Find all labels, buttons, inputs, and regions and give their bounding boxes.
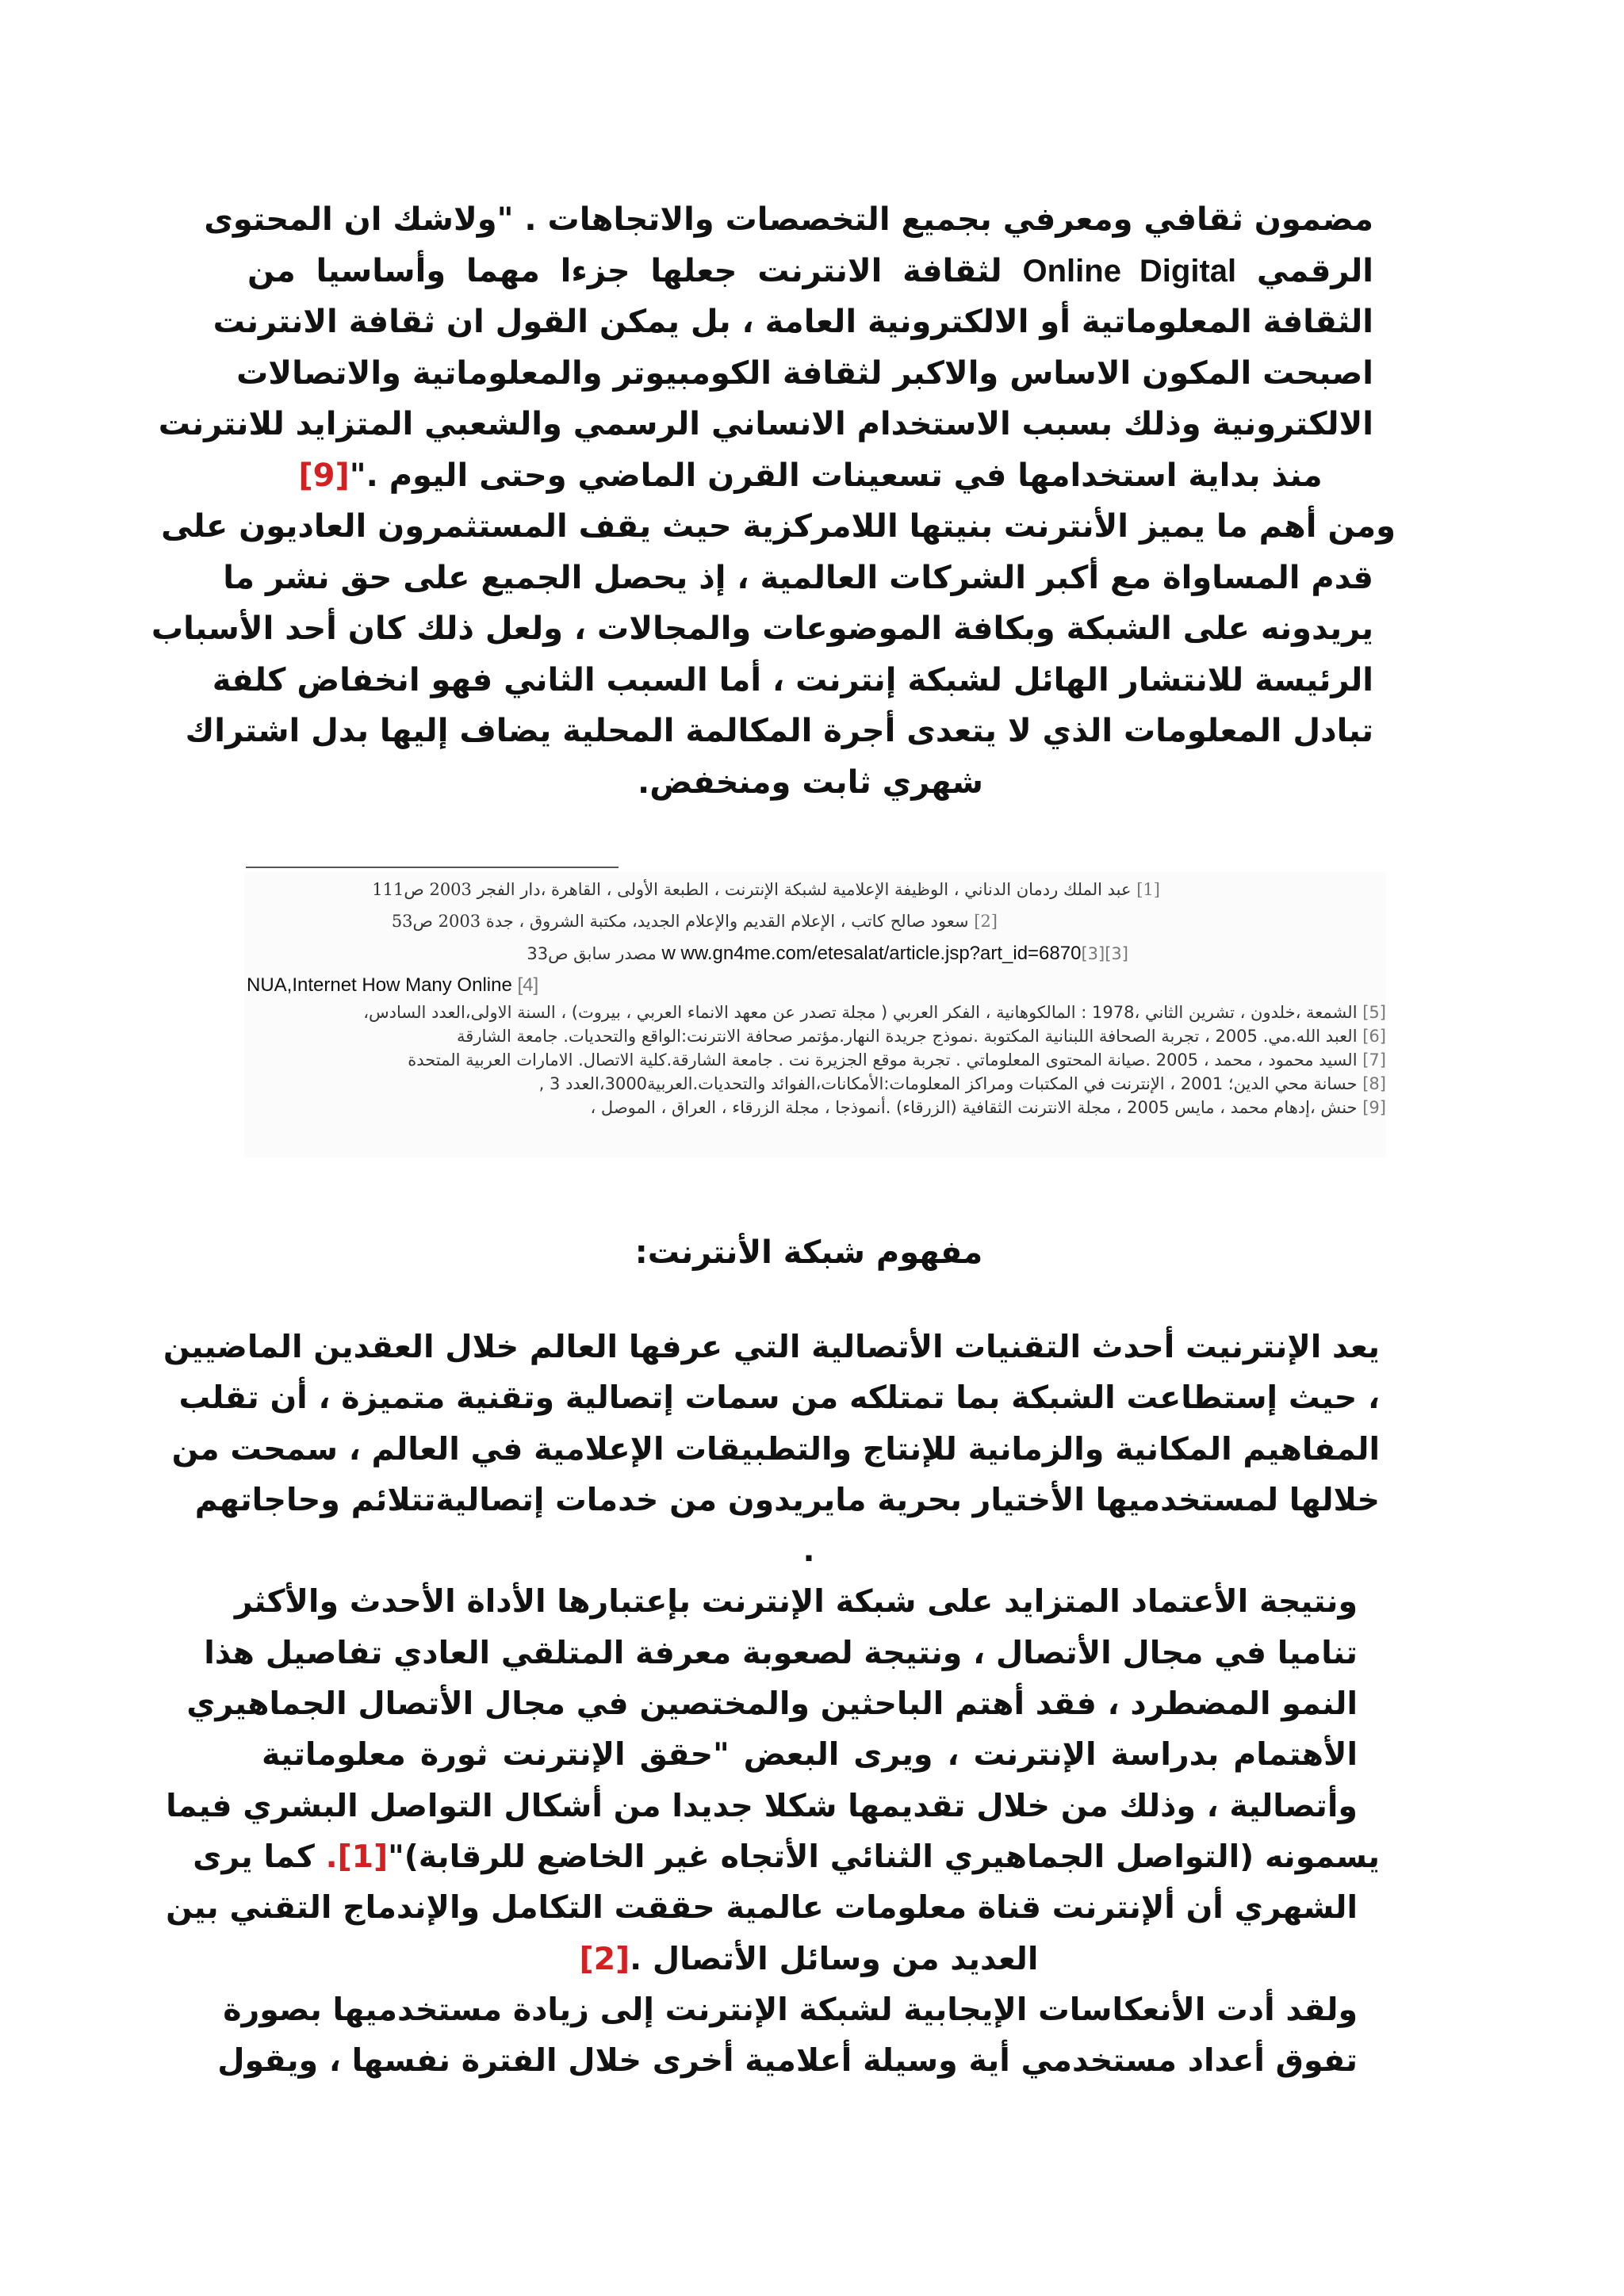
text-line: مضمون ثقافي ومعرفي بجميع التخصصات والاتجاهات . "ولاشك ان المحتوى [204, 201, 1373, 238]
text-line: الالكترونية وذلك بسبب الاستخدام الانساني الرسمي والشعبي المتزايد للانترنت [158, 406, 1373, 442]
footnote-number[interactable]: [4] [517, 974, 539, 996]
text-line: تفوق أعداد مستخدمي أية وسيلة أعلامية أخرى خلال الفترة نفسها ، ويقول [217, 2042, 1358, 2080]
text-line: منذ بداية استخدامها في تسعينات القرن الماضي وحتى اليوم ."[9] [298, 457, 1323, 494]
text-line: قدم المساواة مع أكبر الشركات العالمية ، إذ يحصل الجميع على حق نشر ما [223, 559, 1373, 596]
text-line: . [802, 1533, 815, 1570]
footnote: NUA,Internet How Many Online [4] [247, 974, 539, 996]
reference-link[interactable]: [1]. [325, 1838, 389, 1875]
footnote: [9] حنش ،إدهام محمد ، مايس 2005 ، مجلة الانترنت الثقافية (الزرقاء) .أنموذجا ، مجلة الزرقاء ، العراق ، الموصل ، [590, 1098, 1386, 1117]
footnote: [5] الشمعة ،خلدون ، تشرين الثاني ،1978 : المالكوهانية ، الفكر العربي ( مجلة تصدر عن معهد الانماء العربي ، بيروت) ، السنة الاولى،العدد السادس، [363, 1003, 1386, 1022]
text-line: الشهري أن ألإنترنت قناة معلومات عالمية حققت التكامل والإندماج التقني بين [166, 1889, 1358, 1927]
text-line: الرئيسة للانتشار الهائل لشبكة إنترنت ، أما السبب الثاني فهو انخفاض كلفة [212, 661, 1373, 698]
footnote: [1] عبد الملك ردمان الدناني ، الوظيفة الإعلامية لشبكة الإنترنت ، الطبعة الأولى ، القاهرة ،دار الفجر 2003 ص111 [372, 880, 1160, 899]
text-line: الثقافة المعلوماتية أو الالكترونية العامة ، بل يمكن القول ان ثقافة الانترنت [213, 304, 1373, 340]
text-line: يعد الإنترنيت أحدث التقنيات الأتصالية التي عرفها العالم خلال العقدين الماضيين [163, 1329, 1380, 1365]
text-line: المفاهيم المكانية والزمانية للإنتاج والتطبيقات الإعلامية في العالم ، سمحت من [171, 1430, 1380, 1468]
footnote: [6] العبد الله.مي. 2005 ، تجربة الصحافة اللبنانية المكتوبة .نموذج جريدة النهار.مؤتمر صحافة الانترنت:الواقع والتحديات. جامعة الشارقة [457, 1027, 1386, 1046]
text-line: تبادل المعلومات الذي لا يتعدى أجرة المكالمة المحلية يضاف إليها بدل اشتراك [185, 713, 1373, 749]
text-line: ومن أهم ما يميز الأنترنت بنيتها اللامركزية حيث يقف المستثمرون العاديون على [161, 508, 1396, 545]
footnote-separator [246, 867, 619, 868]
text-line: يسمونه (التواصل الجماهيري الثنائي الأتجاه غير الخاضع للرقابة)"[1]. كما يرى [193, 1838, 1380, 1875]
reference-link[interactable]: [2] [579, 1940, 630, 1977]
text-line: الأهتمام بدراسة الإنترنت ، ويرى البعض "حقق الإنترنت ثورة معلوماتية [262, 1736, 1358, 1774]
text-line: تناميا في مجال الأتصال ، ونتيجة لصعوبة معرفة المتلقي العادي تفاصيل هذا [204, 1634, 1358, 1671]
footnote-number[interactable]: [3][3] [1081, 944, 1128, 963]
footnotes-area [244, 872, 1386, 1158]
footnote-number[interactable]: [1] [1136, 880, 1160, 899]
text-line: شهري ثابت ومنخفض. [638, 763, 983, 801]
footnote-number[interactable]: [2] [974, 912, 998, 931]
text-line: الرقمي Online Digital لثقافة الانترنت جعلها جزءا مهما وأساسيا من [247, 252, 1374, 289]
text-line: وأتصالية ، وذلك من خلال تقديمها شكلا جديدا من أشكال التواصل البشري فيما [166, 1787, 1358, 1824]
english-term: Online Digital [1022, 253, 1237, 289]
reference-link[interactable]: [9] [298, 457, 350, 494]
footnote: [8] حسانة محي الدين؛ 2001 ، الإنترنت في المكتبات ومراكز المعلومات:الأمكانات،الفوائد والتحديات.العربية3000،العدد 3 , [538, 1074, 1386, 1093]
paragraph-section-1 [151, 194, 1396, 808]
text-line: ولقد أدت الأنعكاسات الإيجابية لشبكة الإنترنت إلى زيادة مستخدميها بصورة [223, 1991, 1358, 2028]
footnote: [2] سعود صالح كاتب ، الإعلام القديم والإعلام الجديد، مكتبة الشروق ، جدة 2003 ص53 [391, 912, 998, 931]
paragraph-section-2 [163, 1322, 1380, 2086]
text-line: العديد من وسائل الأتصال .[2] [579, 1940, 1039, 1977]
text-line: النمو المضطرد ، فقد أهتم الباحثين والمختصين في مجال الأتصال الجماهيري [186, 1686, 1358, 1723]
text-line: خلالها لمستخدميها الأختيار بحرية مايريدون من خدمات إتصاليةتتلائم وحاجاتهم [194, 1481, 1380, 1518]
text-line: اصبحت المكون الاساس والاكبر لثقافة الكومبيوتر والمعلوماتية والاتصالات [236, 354, 1373, 392]
footnote: [7] السيد محمود ، محمد ، 2005 .صيانة المحتوى المعلوماتي . تجربة موقع الجزيرة نت . جامعة الشارقة.كلية الاتصال. الامارات العربية المتحدة [408, 1050, 1386, 1070]
footnote: [3][3]w ww.gn4me.com/etesalat/article.jsp?art_id=6870 مصدر سابق ص33 [527, 943, 1128, 964]
footnote-number[interactable]: [8] [1362, 1074, 1386, 1093]
text-line: ونتيجة الأعتماد المتزايد على شبكة الإنترنت بإعتبارها الأداة الأحدث والأكثر [234, 1583, 1358, 1621]
footnote-number[interactable]: [6] [1362, 1027, 1386, 1046]
footnote-number[interactable]: [9] [1362, 1098, 1386, 1117]
text-line: ، حيث إستطاعت الشبكة بما تمتلكه من سمات إتصالية وتقنية متميزة ، أن تقلب [178, 1380, 1380, 1417]
section-heading: مفهوم شبكة الأنترنت: [634, 1234, 983, 1271]
footnote-number[interactable]: [5] [1362, 1003, 1386, 1022]
footnote-number[interactable]: [7] [1362, 1050, 1386, 1070]
text-line: يريدونه على الشبكة وبكافة الموضوعات والمجالات ، ولعل ذلك كان أحد الأسباب [151, 610, 1373, 647]
